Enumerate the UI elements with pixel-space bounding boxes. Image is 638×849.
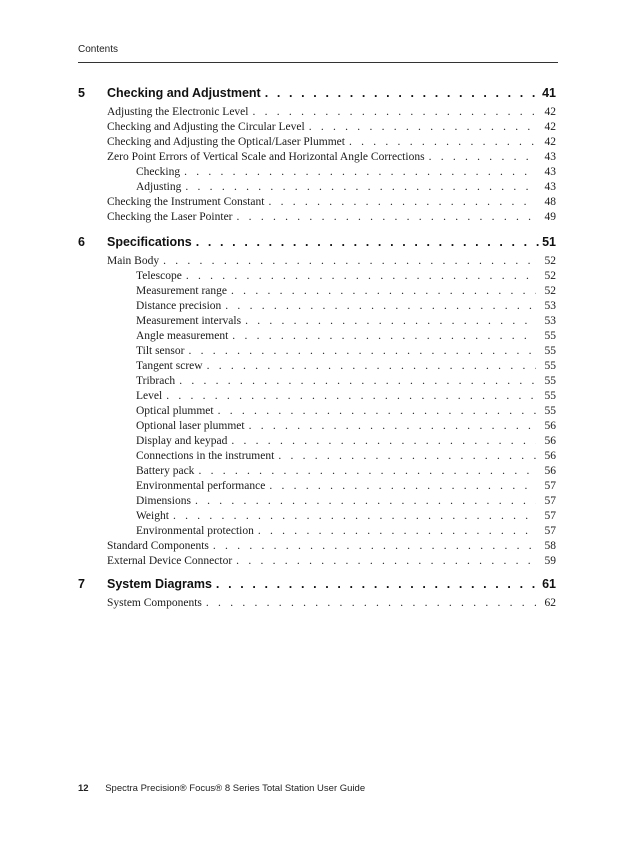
toc-entry-title: Environmental protection	[136, 525, 254, 537]
running-header: Contents	[78, 44, 119, 55]
toc-subentry[interactable]	[136, 405, 556, 420]
chapter-page: 51	[542, 235, 556, 249]
toc-entry-page: 56	[544, 420, 556, 432]
toc-entry-page: 52	[544, 285, 556, 297]
toc-entry-title: Optional laser plummet	[136, 420, 245, 432]
dot-leader	[184, 166, 536, 178]
toc-entry-page: 62	[544, 597, 556, 609]
toc-entry-title: Display and keypad	[136, 435, 228, 447]
toc-entry-page: 59	[544, 555, 556, 567]
toc-entry-title: Weight	[136, 510, 169, 522]
dot-leader	[429, 151, 536, 163]
dot-leader	[258, 525, 536, 537]
toc-subentry[interactable]	[136, 330, 556, 345]
toc-subentry[interactable]	[136, 465, 556, 480]
toc-entry-page: 57	[544, 510, 556, 522]
dot-leader	[269, 480, 536, 492]
toc-entry-title: Checking the Instrument Constant	[107, 196, 265, 208]
toc-entry[interactable]	[107, 540, 556, 555]
toc-entry-page: 55	[544, 375, 556, 387]
toc-entry-title: Telescope	[136, 270, 182, 282]
chapter-title: Checking and Adjustment	[107, 86, 261, 100]
toc-entry-title: Checking	[136, 166, 181, 178]
dot-leader	[195, 495, 536, 507]
chapter-page: 61	[542, 577, 556, 591]
header-rule	[78, 62, 558, 63]
toc-subentry[interactable]	[136, 525, 556, 540]
footer-title: Spectra Precision® Focus® 8 Series Total Station User Guide	[105, 783, 366, 794]
chapter-heading[interactable]	[78, 86, 556, 104]
toc-entry-page: 52	[544, 255, 556, 267]
toc-entry-title: Angle measurement	[136, 330, 229, 342]
toc-entry-title: Zero Point Errors of Vertical Scale and Horizontal Angle Corrections	[107, 151, 425, 163]
toc-subentry[interactable]	[136, 480, 556, 495]
dot-leader	[268, 196, 536, 208]
toc-subentry[interactable]	[136, 285, 556, 300]
toc-subentry[interactable]	[136, 420, 556, 435]
dot-leader	[278, 450, 536, 462]
toc-entry-title: Tribrach	[136, 375, 176, 387]
toc-entry[interactable]	[107, 211, 556, 226]
toc-entry-page: 58	[544, 540, 556, 552]
dot-leader	[179, 375, 536, 387]
toc-subentry[interactable]	[136, 390, 556, 405]
toc-entry-title: Level	[136, 390, 163, 402]
toc-entry-page: 56	[544, 450, 556, 462]
dot-leader	[218, 405, 536, 417]
toc-subentry[interactable]	[136, 166, 556, 181]
dot-leader	[198, 465, 536, 477]
chapter-number: 7	[78, 577, 85, 591]
dot-leader	[185, 181, 536, 193]
toc-entry-title: Connections in the instrument	[136, 450, 275, 462]
chapter-heading[interactable]	[78, 577, 556, 595]
chapter-number: 6	[78, 235, 85, 249]
toc-subentry[interactable]	[136, 345, 556, 360]
toc-entry-page: 55	[544, 330, 556, 342]
toc-entry[interactable]	[107, 121, 556, 136]
toc-entry-page: 55	[544, 345, 556, 357]
toc-entry[interactable]	[107, 196, 556, 211]
dot-leader	[349, 136, 536, 148]
footer-page-number: 12	[78, 783, 89, 794]
toc-entry-title: Adjusting	[136, 181, 182, 193]
dot-leader	[249, 420, 536, 432]
toc-entry-page: 42	[544, 121, 556, 133]
toc-entry-title: Standard Components	[107, 540, 209, 552]
toc-entry-title: Main Body	[107, 255, 160, 267]
toc-entry[interactable]	[107, 151, 556, 166]
dot-leader	[188, 345, 536, 357]
toc-subentry[interactable]	[136, 495, 556, 510]
toc-subentry[interactable]	[136, 315, 556, 330]
toc-entry-title: Tilt sensor	[136, 345, 185, 357]
toc-entry-title: Measurement intervals	[136, 315, 242, 327]
dot-leader	[166, 390, 536, 402]
toc-entry-title: Measurement range	[136, 285, 228, 297]
toc-entry[interactable]	[107, 597, 556, 612]
toc-entry-title: Optical plummet	[136, 405, 214, 417]
toc-entry-title: System Components	[107, 597, 202, 609]
toc-entry-title: Environmental performance	[136, 480, 266, 492]
chapter-number: 5	[78, 86, 85, 100]
toc-entry-title: Tangent screw	[136, 360, 203, 372]
toc-entry-title: Checking and Adjusting the Circular Level	[107, 121, 305, 133]
toc-entry-page: 57	[544, 525, 556, 537]
dot-leader	[309, 121, 536, 133]
chapter-heading[interactable]	[78, 235, 556, 253]
toc-entry-title: Dimensions	[136, 495, 191, 507]
toc-entry-page: 57	[544, 480, 556, 492]
toc-entry-page: 43	[544, 181, 556, 193]
toc-entry-title: External Device Connector	[107, 555, 233, 567]
dot-leader	[206, 597, 536, 609]
toc-entry-page: 52	[544, 270, 556, 282]
dot-leader	[237, 211, 536, 223]
dot-leader	[265, 86, 540, 100]
dot-leader	[207, 360, 536, 372]
toc-subentry[interactable]	[136, 300, 556, 315]
toc-entry[interactable]	[107, 255, 556, 270]
dot-leader	[186, 270, 536, 282]
dot-leader	[173, 510, 536, 522]
toc-entry-page: 53	[544, 315, 556, 327]
chapter-title: System Diagrams	[107, 577, 212, 591]
toc-entry-page: 56	[544, 435, 556, 447]
toc-entry-page: 53	[544, 300, 556, 312]
dot-leader	[216, 577, 540, 591]
toc-entry[interactable]	[107, 106, 556, 121]
toc-entry-title: Distance precision	[136, 300, 222, 312]
toc-entry[interactable]	[107, 555, 556, 570]
toc-entry-page: 42	[544, 106, 556, 118]
dot-leader	[232, 330, 536, 342]
toc-entry-title: Adjusting the Electronic Level	[107, 106, 249, 118]
toc-entry-page: 43	[544, 166, 556, 178]
toc-entry-page: 55	[544, 360, 556, 372]
toc-entry[interactable]	[107, 136, 556, 151]
page-footer	[78, 783, 365, 794]
dot-leader	[245, 315, 536, 327]
toc-subentry[interactable]	[136, 375, 556, 390]
dot-leader	[196, 235, 540, 249]
toc-entry-page: 48	[544, 196, 556, 208]
dot-leader	[252, 106, 536, 118]
toc-subentry[interactable]	[136, 360, 556, 375]
dot-leader	[231, 435, 536, 447]
toc-entry-page: 55	[544, 405, 556, 417]
dot-leader	[231, 285, 536, 297]
toc-entry-page: 43	[544, 151, 556, 163]
toc-entry-title: Checking the Laser Pointer	[107, 211, 233, 223]
chapter-title: Specifications	[107, 235, 192, 249]
toc-entry-title: Battery pack	[136, 465, 195, 477]
toc-subentry[interactable]	[136, 510, 556, 525]
toc-entry-page: 42	[544, 136, 556, 148]
toc-subentry[interactable]	[136, 450, 556, 465]
toc-subentry[interactable]	[136, 435, 556, 450]
toc-entry-page: 55	[544, 390, 556, 402]
dot-leader	[213, 540, 536, 552]
toc-subentry[interactable]	[136, 270, 556, 285]
toc-entry-page: 57	[544, 495, 556, 507]
toc-subentry[interactable]	[136, 181, 556, 196]
chapter-page: 41	[542, 86, 556, 100]
dot-leader	[163, 255, 536, 267]
toc-entry-page: 56	[544, 465, 556, 477]
dot-leader	[236, 555, 536, 567]
toc-entry-page: 49	[544, 211, 556, 223]
toc-entry-title: Checking and Adjusting the Optical/Laser Plummet	[107, 136, 345, 148]
dot-leader	[225, 300, 536, 312]
